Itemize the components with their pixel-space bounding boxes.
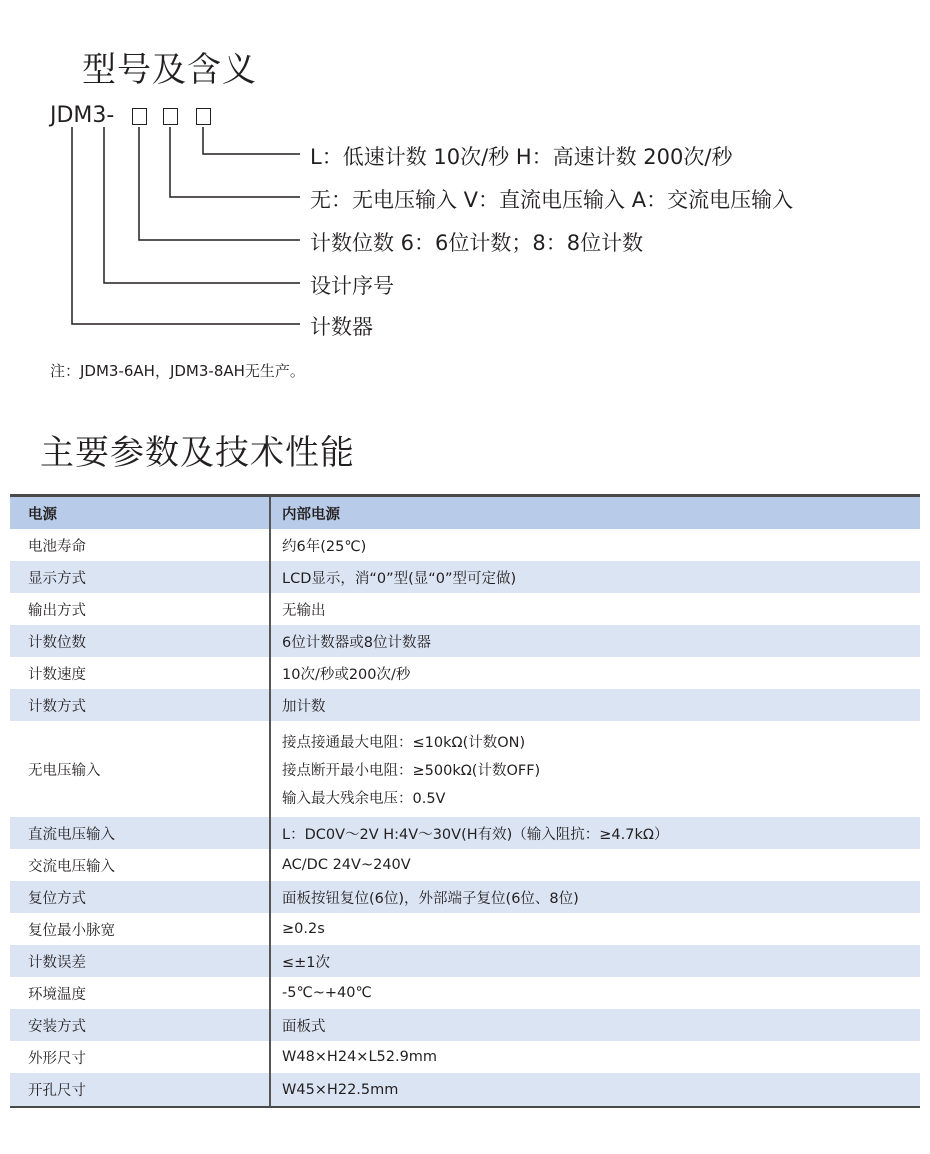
spec-title: 主要参数及技术性能: [40, 433, 355, 473]
row-label: 直流电压输入: [28, 826, 115, 843]
row-value: 约6年(25℃): [282, 538, 367, 555]
row-label: 计数速度: [28, 666, 86, 683]
row-value: AC/DC 24V~240V: [282, 857, 411, 873]
model-code-prefix: JDM3-: [50, 103, 115, 128]
table-row: [10, 561, 920, 593]
table-row: [10, 945, 920, 977]
row-value: W45×H22.5mm: [282, 1081, 399, 1098]
table-row: [10, 593, 920, 625]
row-label: 环境温度: [28, 986, 86, 1003]
table-row: [10, 1073, 920, 1106]
table-row: [10, 657, 920, 689]
table-bottom-rule: [10, 1106, 920, 1108]
production-note: 注：JDM3-6AH，JDM3-8AH无生产。: [50, 362, 305, 380]
table-row: [10, 849, 920, 881]
row-label: 输出方式: [28, 602, 86, 619]
table-column-divider: [269, 497, 271, 1106]
table-row: [10, 977, 920, 1009]
row-value: -5℃~+40℃: [282, 985, 372, 1001]
row-label: 无电压输入: [28, 762, 101, 779]
leader-line-design: [104, 127, 300, 283]
row-label: 开孔尺寸: [28, 1083, 86, 1099]
row-label: 计数方式: [28, 698, 86, 715]
row-label: 显示方式: [28, 570, 86, 587]
table-row: [10, 1009, 920, 1041]
table-row: [10, 881, 920, 913]
meaning-line-input: 无：无电压输入 V：直流电压输入 A：交流电压输入: [310, 188, 794, 212]
header-cell-internal-power: 内部电源: [282, 506, 340, 523]
row-value: ≤±1次: [282, 954, 331, 971]
row-value: 加计数: [282, 698, 326, 715]
leader-line-speed: [203, 127, 300, 154]
row-label: 交流电压输入: [28, 858, 115, 875]
row-label: 复位最小脉宽: [28, 922, 115, 939]
row-label: 计数位数: [28, 634, 86, 651]
row-label: 外形尺寸: [28, 1050, 86, 1067]
row-value: LCD显示，消“0”型(显“0”型可定做): [282, 570, 517, 587]
row-value: L：DC0V～2V H:4V～30V(H有效)（输入阻抗：≥4.7kΩ）: [282, 826, 669, 843]
row-label: 安装方式: [28, 1018, 86, 1035]
row-value-line: 输入最大残余电压：0.5V: [282, 790, 446, 807]
table-row: [10, 817, 920, 849]
leader-line-digits: [139, 127, 300, 240]
row-value: ≥0.2s: [282, 921, 325, 937]
leader-line-input: [170, 127, 300, 197]
row-value: 6位计数器或8位计数器: [282, 634, 431, 651]
table-row: [10, 913, 920, 945]
meaning-line-digits: 计数位数 6：6位计数；8：8位计数: [310, 231, 644, 255]
row-label: 复位方式: [28, 890, 86, 907]
row-value: 面板式: [282, 1018, 326, 1035]
table-row: [10, 625, 920, 657]
row-value-line: 接点接通最大电阻：≤10kΩ(计数ON): [282, 734, 526, 751]
row-label: 计数误差: [28, 954, 86, 971]
row-value: W48×H24×L52.9mm: [282, 1049, 438, 1065]
row-value: 无输出: [282, 602, 326, 619]
meaning-line-design: 设计序号: [310, 274, 394, 298]
table-header-row: [10, 497, 920, 529]
table-row: [10, 721, 920, 817]
leader-line-counter: [72, 127, 300, 324]
model-breakdown-lines: [0, 0, 930, 360]
table-row: [10, 1041, 920, 1073]
row-value-line: 接点断开最小电阻：≥500kΩ(计数OFF): [282, 762, 541, 779]
meaning-line-speed: L：低速计数 10次/秒 H：高速计数 200次/秒: [310, 145, 733, 169]
row-value: 10次/秒或200次/秒: [282, 666, 411, 683]
table-row: [10, 529, 920, 561]
table-row: [10, 689, 920, 721]
row-label: 电池寿命: [28, 538, 86, 555]
row-value: 面板按钮复位(6位)，外部端子复位(6位、8位): [282, 890, 579, 907]
model-meaning-title: 型号及含义: [82, 50, 257, 90]
header-cell-power: 电源: [28, 506, 57, 523]
row-value-multiline: [270, 731, 540, 808]
meaning-line-counter: 计数器: [310, 315, 373, 339]
